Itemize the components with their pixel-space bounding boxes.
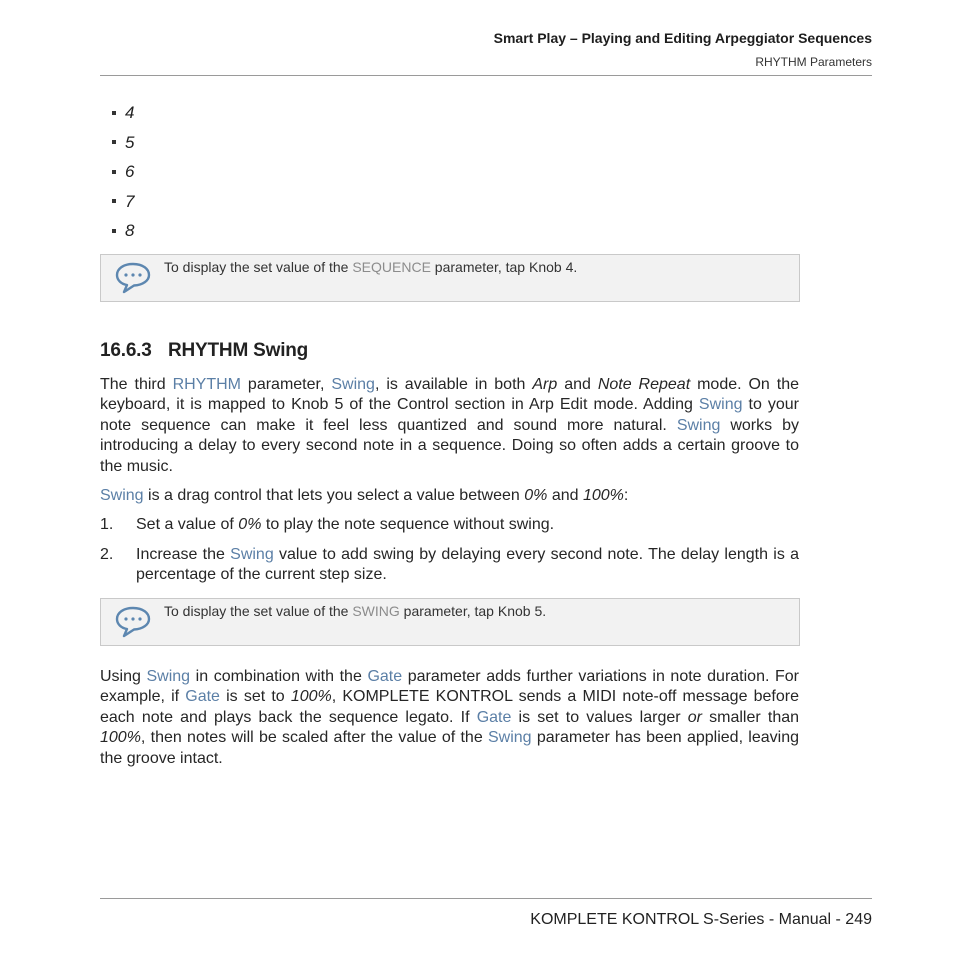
header-rule <box>100 75 872 76</box>
list-item-label: 5 <box>125 132 135 152</box>
list-item <box>100 130 134 160</box>
text-run: mode. On the keyboard, it is mapped to Knob 5 of the Control section in Arp Edit mode. Adding <box>100 376 800 414</box>
parameter-name: SEQUENCE <box>352 259 431 275</box>
speech-bubble-icon <box>114 261 152 295</box>
footer-rule <box>100 898 872 899</box>
note-box-swing <box>100 598 800 646</box>
bullet-icon <box>112 170 116 174</box>
text-run: and <box>547 487 583 504</box>
note-text-after: parameter, tap Knob 5. <box>399 603 547 619</box>
text-run: Using <box>100 668 147 685</box>
paragraph-drag-control <box>100 486 799 506</box>
value-min: 0% <box>238 516 262 533</box>
emphasis-or: or <box>687 708 702 726</box>
parameter-link-swing[interactable]: Swing <box>698 396 743 414</box>
parameter-link-swing[interactable]: Swing <box>230 546 274 563</box>
step-number: 1. <box>100 516 114 533</box>
text-run: is a drag control that lets you select a value between <box>143 487 525 504</box>
text-run: The third <box>100 376 173 393</box>
text-run: Increase the <box>136 546 231 563</box>
mode-name-arp: Arp <box>532 376 558 393</box>
text-run: works by introducing a delay to every second note in a sequence. Doing so often adds a certain groove to the music. <box>100 416 800 475</box>
list-item <box>100 515 799 535</box>
value-max: 100% <box>582 487 624 504</box>
text-run: parameter has been applied, leaving the groove intact. <box>100 729 799 767</box>
value-min: 0% <box>524 487 548 504</box>
parameter-link-gate[interactable]: Gate <box>476 708 512 726</box>
note-text-before: To display the set value of the <box>164 259 353 275</box>
steps-list <box>100 515 799 595</box>
text-run: parameter adds further variations in note duration. For example, if <box>100 668 799 706</box>
mode-name-note-repeat: Note Repeat <box>597 376 691 393</box>
note-text <box>164 259 577 275</box>
paragraph-intro <box>100 375 799 477</box>
text-run: to your note sequence can make it feel less quantized and sound more natural. <box>100 396 799 434</box>
page-footer: KOMPLETE KONTROL S-Series - Manual - 249 <box>530 911 872 928</box>
text-run: , KOMPLETE KONTROL sends a MIDI note-off message before each note and plays back the sequence legato. If <box>100 688 799 726</box>
note-box-sequence <box>100 254 800 302</box>
parameter-link-swing[interactable]: Swing <box>676 416 721 434</box>
bullet-icon <box>112 111 116 115</box>
page-header-subtitle: RHYTHM Parameters <box>755 55 872 69</box>
value-max: 100% <box>290 688 332 706</box>
text-run: parameter, <box>241 376 332 393</box>
list-item <box>100 218 134 248</box>
text-run: , then notes will be scaled after the value of the <box>140 729 488 747</box>
section-title: RHYTHM Swing <box>168 340 309 361</box>
text-run: to play the note sequence without swing. <box>261 516 555 533</box>
text-run: smaller than <box>701 708 800 726</box>
parameter-link-swing[interactable]: Swing <box>488 729 532 747</box>
bullet-icon <box>112 229 116 233</box>
list-item-label: 7 <box>125 191 135 211</box>
list-item <box>100 545 799 586</box>
text-run: is set to values larger <box>511 708 688 726</box>
list-item-label: 8 <box>125 221 135 241</box>
note-text-after: parameter, tap Knob 4. <box>430 259 578 275</box>
parameter-link-gate[interactable]: Gate <box>367 668 403 685</box>
note-text-before: To display the set value of the <box>164 603 353 619</box>
list-item <box>100 159 134 189</box>
section-heading <box>100 340 308 362</box>
text-run: is set to <box>219 688 291 706</box>
text-run: value to add swing by delaying every second note. The delay length is a percentage of the current step size. <box>136 546 800 584</box>
speech-bubble-icon <box>114 605 152 639</box>
value-list <box>100 100 134 248</box>
parameter-link-gate[interactable]: Gate <box>185 688 220 706</box>
parameter-name: SWING <box>352 603 400 619</box>
list-item-label: 6 <box>125 162 135 182</box>
text-run: : <box>623 487 629 504</box>
parameter-link-swing[interactable]: Swing <box>331 376 375 393</box>
value-max: 100% <box>100 729 141 747</box>
list-item-label: 4 <box>125 103 135 122</box>
text-run: , is available in both <box>374 376 533 393</box>
list-item <box>100 100 134 130</box>
section-number: 16.6.3 <box>100 340 152 361</box>
parameter-link-swing[interactable]: Swing <box>100 487 144 504</box>
bullet-icon <box>112 199 116 203</box>
parameter-link-rhythm[interactable]: RHYTHM <box>172 376 241 393</box>
text-run: and <box>557 376 598 393</box>
text-run: Set a value of <box>136 516 239 533</box>
step-number: 2. <box>100 546 114 563</box>
parameter-link-swing[interactable]: Swing <box>146 668 191 685</box>
page-header-title: Smart Play – Playing and Editing Arpeggiator Sequences <box>493 30 872 46</box>
text-run: in combination with the <box>190 668 368 685</box>
list-item <box>100 189 134 219</box>
paragraph-gate <box>100 667 799 769</box>
note-text <box>164 603 546 619</box>
bullet-icon <box>112 140 116 144</box>
